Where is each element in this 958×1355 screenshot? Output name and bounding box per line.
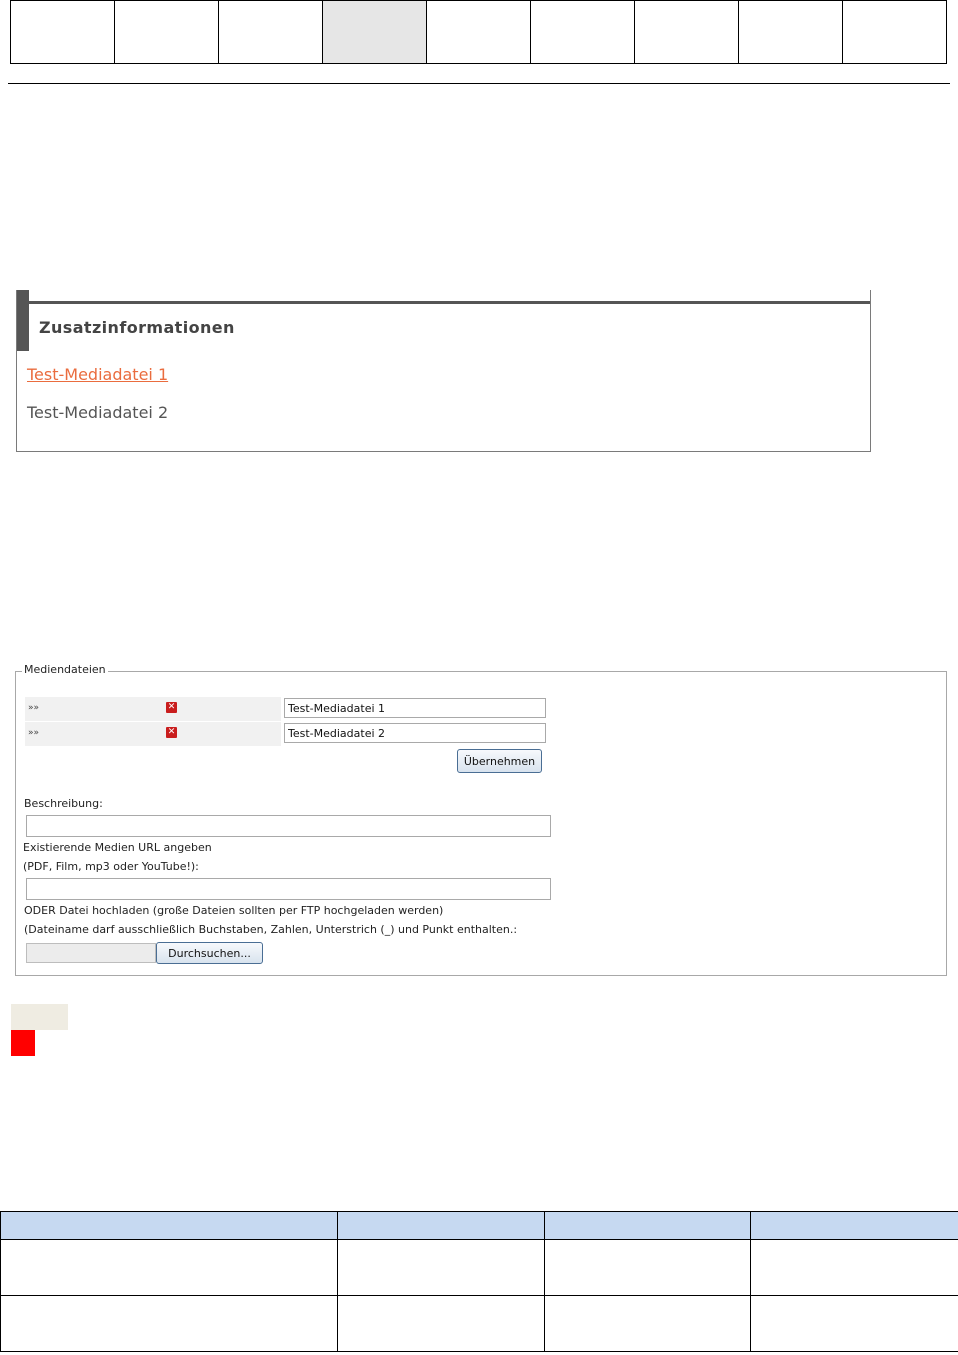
nav-tab-1[interactable]	[11, 1, 115, 64]
table-cell	[1, 1296, 338, 1352]
red-swatch	[11, 1030, 35, 1056]
fieldset-legend: Mediendateien	[24, 663, 106, 676]
top-nav-row	[11, 1, 947, 64]
description-label: Beschreibung:	[24, 797, 103, 810]
nav-tab-7[interactable]	[635, 1, 739, 64]
table-row	[1, 1240, 958, 1296]
nav-tab-2[interactable]	[115, 1, 219, 64]
zusatzinformationen-panel	[16, 290, 871, 452]
bottom-table	[0, 1211, 958, 1352]
delete-icon[interactable]: ✕	[167, 727, 176, 737]
table-header-row	[1, 1212, 958, 1240]
table-cell	[338, 1296, 545, 1352]
url-label-line2: (PDF, Film, mp3 oder YouTube!):	[23, 860, 199, 873]
reorder-handle[interactable]: »»	[28, 703, 40, 713]
delete-icon[interactable]: ✕	[167, 702, 176, 712]
file-path-field[interactable]	[26, 943, 156, 963]
nav-tab-6[interactable]	[531, 1, 635, 64]
media-row-2	[25, 722, 281, 746]
panel-top-bar	[17, 290, 870, 304]
horizontal-divider	[8, 83, 950, 84]
beige-swatch	[11, 1004, 68, 1030]
description-input[interactable]	[26, 815, 551, 837]
browse-button[interactable]: Durchsuchen...	[156, 942, 263, 964]
table-cell	[751, 1240, 958, 1296]
table-header-cell	[545, 1212, 751, 1240]
media-row-1	[25, 697, 281, 721]
table-header-cell	[1, 1212, 338, 1240]
table-cell	[545, 1240, 751, 1296]
table-cell	[338, 1240, 545, 1296]
url-label-line1: Existierende Medien URL angeben	[23, 841, 212, 854]
table-cell	[1, 1240, 338, 1296]
panel-accent-bar	[17, 290, 29, 351]
nav-tab-4-active[interactable]	[323, 1, 427, 64]
upload-label-line2: (Dateiname darf ausschließlich Buchstaben, Zahlen, Unterstrich (_) und Punkt enthalten.:	[24, 923, 518, 936]
nav-tab-3[interactable]	[219, 1, 323, 64]
nav-tab-9[interactable]	[843, 1, 947, 64]
media-name-input-2[interactable]	[284, 723, 546, 743]
table-cell	[751, 1296, 958, 1352]
nav-tab-5[interactable]	[427, 1, 531, 64]
nav-tab-8[interactable]	[739, 1, 843, 64]
media-name-input-1[interactable]	[284, 698, 546, 718]
media-item-2: Test-Mediadatei 2	[27, 403, 169, 422]
upload-label-line1: ODER Datei hochladen (große Dateien sollten per FTP hochgeladen werden)	[24, 904, 444, 917]
apply-button[interactable]: Übernehmen	[457, 749, 542, 773]
mediendateien-fieldset	[15, 663, 947, 976]
reorder-handle[interactable]: »»	[28, 728, 40, 738]
top-nav-table	[10, 0, 947, 64]
table-header-cell	[751, 1212, 958, 1240]
table-row	[1, 1296, 958, 1352]
table-cell	[545, 1296, 751, 1352]
panel-title: Zusatzinformationen	[39, 318, 235, 337]
media-link-1[interactable]: Test-Mediadatei 1	[27, 365, 169, 384]
media-url-input[interactable]	[26, 878, 551, 900]
table-header-cell	[338, 1212, 545, 1240]
